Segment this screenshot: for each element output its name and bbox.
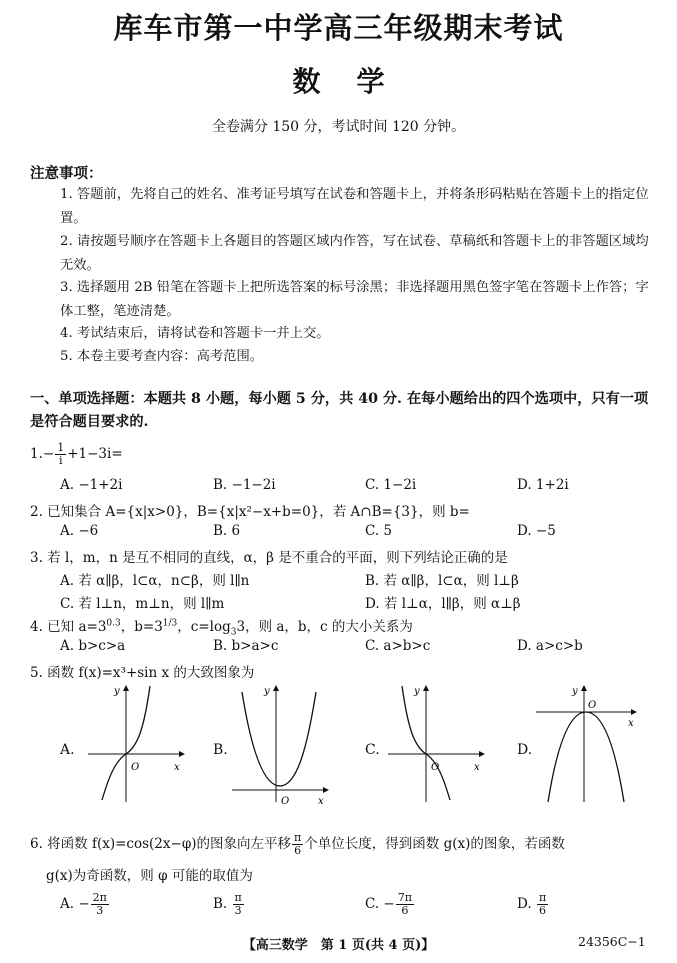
graph-b — [228, 682, 334, 806]
question-3-option-a: A. 若 α∥β，l⊂α，n⊂β，则 l∥n — [60, 573, 250, 589]
graph-d — [532, 682, 642, 806]
note-item: 5. 本卷主要考查内容：高考范围。 — [60, 349, 264, 364]
question-5-option-b: B. — [213, 742, 228, 758]
question-3-stem: 3. 若 l，m，n 是互不相同的直线，α，β 是不重合的平面，则下列结论正确的是 — [30, 550, 508, 566]
svg-text:x: x — [474, 762, 480, 773]
paper-code: 24356C−1 — [578, 934, 646, 949]
exam-title: 库车市第一中学高三年级期末考试 — [113, 11, 564, 45]
question-6-stem: 6. 将函数 f(x)=cos(2x−φ)的图象向左平移 $\frac{\pi}{6}$ 个单位长度，得到函数 g(x)的图象，若函数 — [30, 831, 565, 857]
question-2-option-d: D. −5 — [517, 523, 556, 539]
notes-heading: 注意事项： — [30, 165, 103, 182]
svg-text:O: O — [281, 796, 290, 806]
svg-text:x: x — [628, 718, 634, 729]
svg-text:y: y — [114, 686, 120, 697]
question-2-stem: 2. 已知集合 A={x|x>0}，B={x|x²−x+b=0}，若 A∩B={3}，则 b= — [30, 504, 470, 520]
svg-text:O: O — [588, 700, 597, 711]
svg-text:y: y — [414, 686, 420, 697]
graph-c — [384, 682, 490, 806]
subject-title: 数学 — [292, 65, 421, 98]
section-heading: 一、单项选择题：本题共 8 小题，每小题 5 分，共 40 分. 在每小题给出的四个选项中，只有一项是符合题目要求的. — [30, 391, 649, 430]
fraction: $\frac{\pi}{6}$ — [294, 831, 302, 857]
graph-a — [84, 682, 190, 806]
svg-text:x: x — [318, 796, 324, 806]
note-item: 1. 答题前，先将自己的姓名、准考证号填写在试卷和答题卡上，并将条形码粘贴在答题卡上的指定位置。 — [60, 187, 649, 226]
question-6-option-b: B. $\frac{\pi}{3}$ — [213, 891, 242, 917]
question-5-option-c: C. — [365, 742, 380, 758]
question-1-stem: 1.− $\frac{1}{i}$ +1−3i= — [30, 441, 123, 467]
question-5-stem: 5. 函数 f(x)=x³+sin x 的大致图象为 — [30, 665, 255, 681]
svg-text:O: O — [431, 762, 440, 773]
question-2-option-c: C. 5 — [365, 523, 393, 539]
question-6-option-a: A. − $\frac{2\pi}{3}$ — [60, 891, 107, 917]
note-item: 4. 考试结束后，请将试卷和答题卡一并上交。 — [60, 326, 330, 341]
page-footer: 【高三数学 第 1 页(共 4 页)】 — [242, 938, 435, 953]
svg-text:y: y — [264, 686, 270, 697]
question-3-option-b: B. 若 α∥β，l⊂α，则 l⊥β — [365, 573, 519, 589]
exam-info: 全卷满分 150 分，考试时间 120 分钟。 — [211, 119, 466, 135]
svg-text:x: x — [174, 762, 180, 773]
fraction: $\frac{1}{i}$ — [57, 441, 65, 467]
question-6-option-c: C. − $\frac{7\pi}{6}$ — [365, 891, 412, 917]
note-item: 3. 选择题用 2B 铅笔在答题卡上把所选答案的标号涂黑；非选择题用黑色签字笔在答题卡上作答；字体工整，笔迹清楚。 — [60, 280, 649, 319]
question-2-option-b: B. 6 — [213, 523, 241, 539]
question-4-option-b: B. b>a>c — [213, 638, 279, 654]
svg-text:O: O — [131, 762, 140, 773]
question-4-option-a: A. b>c>a — [60, 638, 126, 654]
question-1-option-a: A. −1+2i — [60, 477, 123, 493]
question-5-option-d: D. — [517, 742, 533, 758]
question-1-option-d: D. 1+2i — [517, 477, 569, 493]
question-4-option-d: D. a>c>b — [517, 638, 583, 654]
note-item: 2. 请按题号顺序在答题卡上各题目的答题区域内作答，写在试卷、草稿纸和答题卡上的非答题区域均无效。 — [60, 234, 649, 273]
question-6-stem-line2: g(x)为奇函数，则 φ 可能的取值为 — [46, 868, 253, 884]
question-3-option-d: D. 若 l⊥α，l∥β，则 α⊥β — [365, 596, 521, 612]
svg-text:y: y — [572, 686, 578, 697]
question-1-option-c: C. 1−2i — [365, 477, 417, 493]
question-6-option-d: D. $\frac{\pi}{6}$ — [517, 891, 547, 917]
question-3-option-c: C. 若 l⊥n，m⊥n，则 l∥m — [60, 596, 225, 612]
question-5-option-a: A. — [60, 742, 75, 758]
question-2-option-a: A. −6 — [60, 523, 99, 539]
question-4-option-c: C. a>b>c — [365, 638, 431, 654]
question-1-option-b: B. −1−2i — [213, 477, 276, 493]
question-4-stem: 4. 已知 $a=3^{0.3}$，$b=3^{1/3}$，$c=\log_33$，则 a，b，c 的大小关系为 — [30, 618, 413, 638]
